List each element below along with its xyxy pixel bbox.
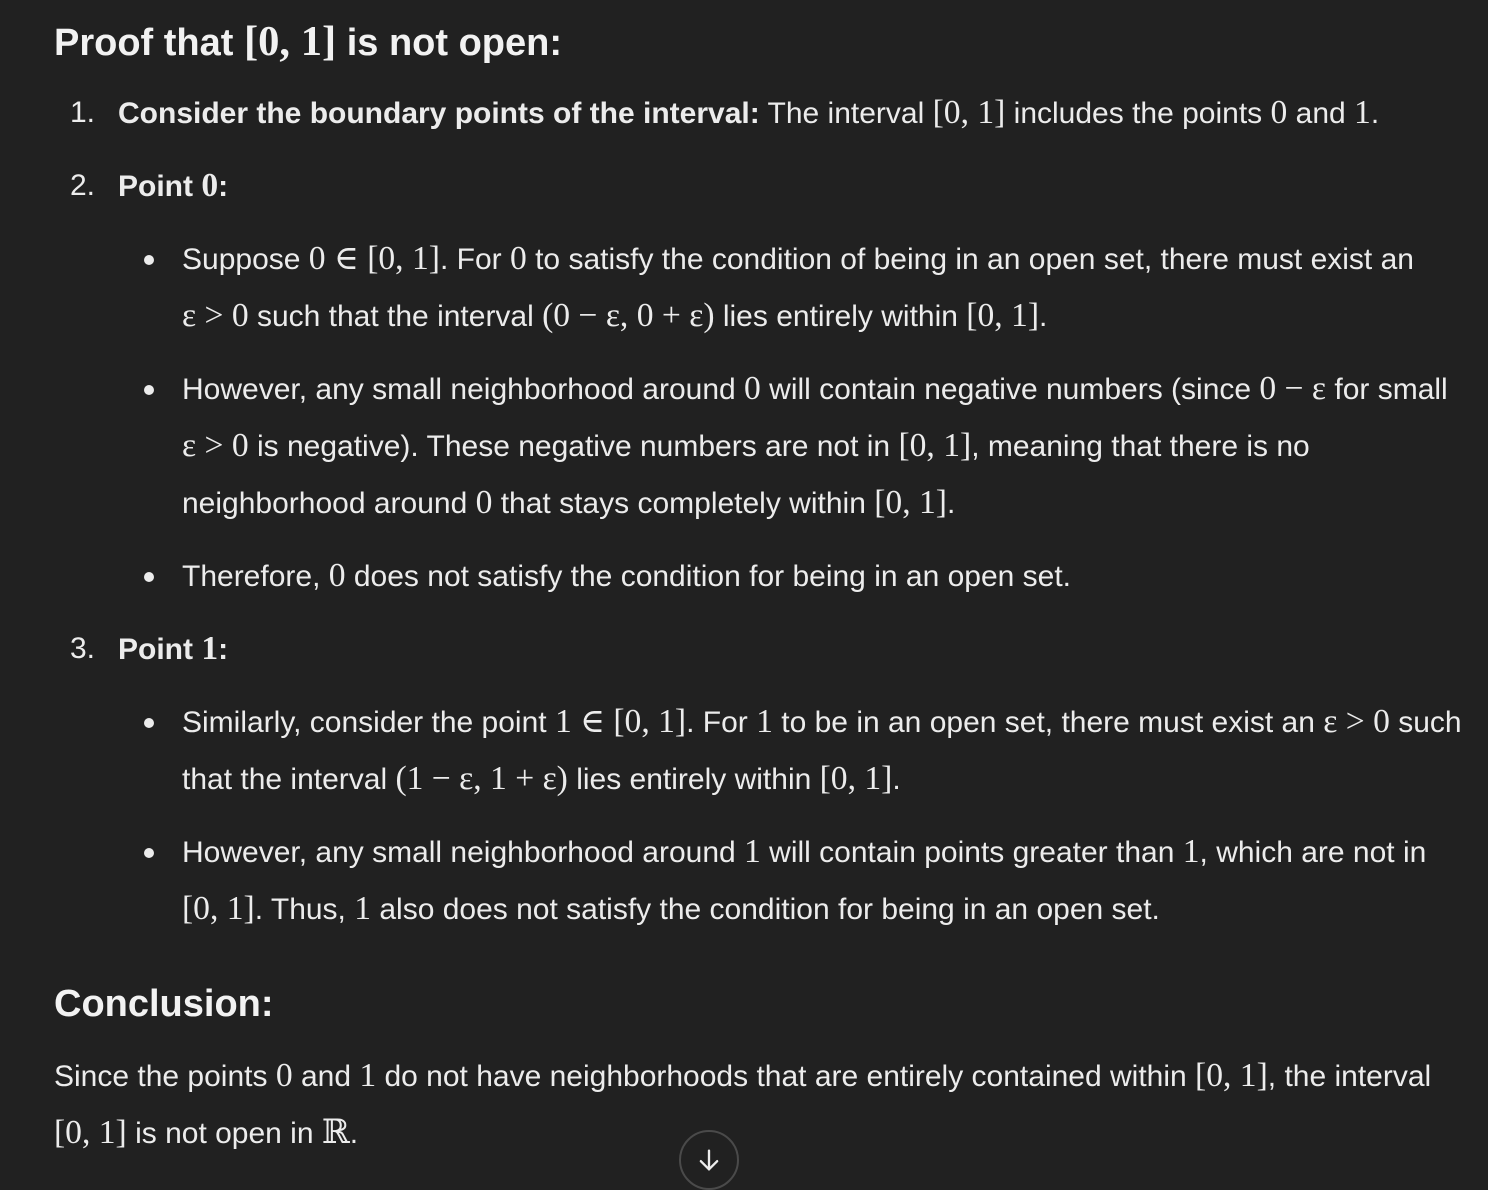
bullet-dot bbox=[144, 718, 154, 728]
step-body bbox=[759, 94, 1380, 131]
proof-steps-list bbox=[54, 85, 1479, 938]
text-run: , meaning that there is no neighborhood around bbox=[182, 430, 1310, 520]
text-run: Therefore, bbox=[182, 560, 329, 593]
step-1 bbox=[54, 85, 1479, 142]
text-run: such that the interval bbox=[182, 706, 1462, 796]
bullet-text bbox=[182, 240, 1414, 334]
text-run: will contain negative numbers (since bbox=[760, 373, 1260, 406]
math-expression: 0 bbox=[1270, 94, 1288, 131]
text-run: is not open in bbox=[126, 1117, 322, 1150]
step-2-title bbox=[118, 158, 1479, 215]
text-run: also does not satisfy the condition for being in an open set. bbox=[371, 893, 1160, 926]
text-run: do not have neighborhoods that are entirely contained within bbox=[376, 1060, 1196, 1093]
conclusion-text bbox=[54, 1048, 1479, 1162]
bullet-text bbox=[182, 833, 1427, 927]
step-title-text: Point bbox=[118, 633, 202, 666]
text-run: for small bbox=[1326, 373, 1448, 406]
math-expression: 0 bbox=[744, 370, 761, 407]
text-run: such that the interval bbox=[248, 300, 543, 333]
step-title-text: Point bbox=[118, 170, 202, 203]
proof-heading bbox=[54, 0, 1479, 85]
step-2-bullets bbox=[118, 231, 1479, 605]
text-run: lies entirely within bbox=[714, 300, 967, 333]
bullet-dot bbox=[144, 255, 154, 265]
step-number: 2. bbox=[70, 169, 96, 202]
math-expression: [0, 1] bbox=[1195, 1057, 1268, 1094]
bullet-item bbox=[118, 361, 1479, 532]
bullet-text bbox=[182, 557, 1072, 594]
text-run: , the interval bbox=[1267, 1060, 1432, 1093]
math-expression: ℝ bbox=[321, 1114, 350, 1151]
math-expression: [0, 1] bbox=[874, 484, 947, 521]
math-expression: [0, 1] bbox=[182, 890, 255, 927]
step-title-end: : bbox=[218, 633, 229, 666]
math-expression: 0 bbox=[475, 484, 493, 521]
bullet-item bbox=[118, 231, 1479, 345]
text-run: However, any small neighborhood around bbox=[182, 836, 745, 869]
text-run: . For bbox=[439, 243, 510, 276]
text-run: However, any small neighborhood around bbox=[182, 373, 745, 406]
step-title-math: 1 bbox=[201, 630, 219, 667]
step-number: 1. bbox=[70, 96, 96, 129]
text-run: Similarly, consider the point bbox=[182, 706, 555, 739]
math-expression: 1 bbox=[1354, 94, 1371, 131]
math-expression: (0 − ε, 0 + ε) bbox=[542, 297, 715, 334]
text-run: to satisfy the condition of being in an open set, there must exist an bbox=[526, 243, 1414, 276]
text-run: . bbox=[1370, 97, 1380, 130]
math-expression: 0 bbox=[509, 240, 527, 277]
math-expression: [0, 1] bbox=[898, 427, 972, 464]
math-expression: 1 bbox=[359, 1057, 377, 1094]
conclusion-heading: Conclusion: bbox=[54, 983, 274, 1025]
bullet-item bbox=[118, 824, 1479, 938]
text-run: . bbox=[946, 487, 956, 520]
text-run: is negative). These negative numbers are not in bbox=[248, 430, 899, 463]
text-run: The interval bbox=[759, 97, 933, 130]
math-expression: [0, 1] bbox=[966, 297, 1040, 334]
bullet-text bbox=[182, 370, 1448, 521]
text-run: . bbox=[892, 763, 901, 796]
math-expression: 1 bbox=[744, 833, 761, 870]
bullet-item bbox=[118, 694, 1479, 808]
text-run: includes the points bbox=[1005, 97, 1271, 130]
text-run: to be in an open set, there must exist an bbox=[772, 706, 1324, 739]
scroll-to-bottom-button[interactable] bbox=[679, 1130, 739, 1190]
bullet-dot bbox=[144, 385, 154, 395]
text-run: will contain points greater than bbox=[760, 836, 1183, 869]
math-expression: 0 bbox=[275, 1057, 293, 1094]
math-expression: ε > 0 bbox=[1323, 703, 1390, 740]
text-run: , which are not in bbox=[1199, 836, 1427, 869]
response-content bbox=[54, 0, 1479, 1162]
step-3 bbox=[54, 621, 1479, 938]
text-run: . Thus, bbox=[254, 893, 355, 926]
math-expression: 1 bbox=[1182, 833, 1200, 870]
step-title bbox=[118, 630, 229, 667]
step-title: Consider the boundary points of the interval: bbox=[118, 97, 760, 130]
math-expression: (1 − ε, 1 + ε) bbox=[395, 760, 568, 797]
proof-heading-math: [0, 1] bbox=[243, 18, 337, 65]
bullet-dot bbox=[144, 572, 154, 582]
math-expression: [0, 1] bbox=[819, 760, 893, 797]
math-expression: 0 − ε bbox=[1259, 370, 1327, 407]
text-run: that stays completely within bbox=[492, 487, 875, 520]
text-run: . For bbox=[686, 706, 757, 739]
text-run: . bbox=[1039, 300, 1048, 333]
text-run: does not satisfy the condition for being in an open set. bbox=[345, 560, 1072, 593]
step-2 bbox=[54, 158, 1479, 605]
step-title-end: : bbox=[218, 170, 229, 203]
step-title bbox=[118, 167, 229, 204]
step-1-text bbox=[118, 85, 1479, 142]
math-expression: ε > 0 bbox=[182, 427, 249, 464]
text-run: lies entirely within bbox=[567, 763, 820, 796]
step-3-title bbox=[118, 621, 1479, 678]
step-3-bullets bbox=[118, 694, 1479, 938]
bullet-item bbox=[118, 548, 1479, 605]
math-expression: 0 bbox=[328, 557, 346, 594]
math-expression: 1 bbox=[354, 890, 372, 927]
math-expression: 1 bbox=[756, 703, 773, 740]
text-run: Since the points bbox=[54, 1060, 276, 1093]
text-run: Suppose bbox=[182, 243, 309, 276]
proof-heading-text: Proof that bbox=[54, 22, 244, 64]
math-expression: 1 ∈ [0, 1] bbox=[554, 703, 687, 740]
math-expression: [0, 1] bbox=[54, 1114, 127, 1151]
text-run: and bbox=[1287, 97, 1355, 130]
math-expression: [0, 1] bbox=[932, 94, 1006, 131]
bullet-dot bbox=[144, 848, 154, 858]
arrow-down-icon bbox=[695, 1146, 723, 1174]
math-expression: 0 ∈ [0, 1] bbox=[308, 240, 440, 277]
math-expression: ε > 0 bbox=[182, 297, 249, 334]
step-title-math: 0 bbox=[201, 167, 219, 204]
text-run: . bbox=[349, 1117, 359, 1150]
proof-heading-text-end: is not open: bbox=[336, 22, 563, 64]
text-run: and bbox=[292, 1060, 360, 1093]
bullet-text bbox=[182, 703, 1462, 797]
step-number: 3. bbox=[70, 632, 96, 665]
